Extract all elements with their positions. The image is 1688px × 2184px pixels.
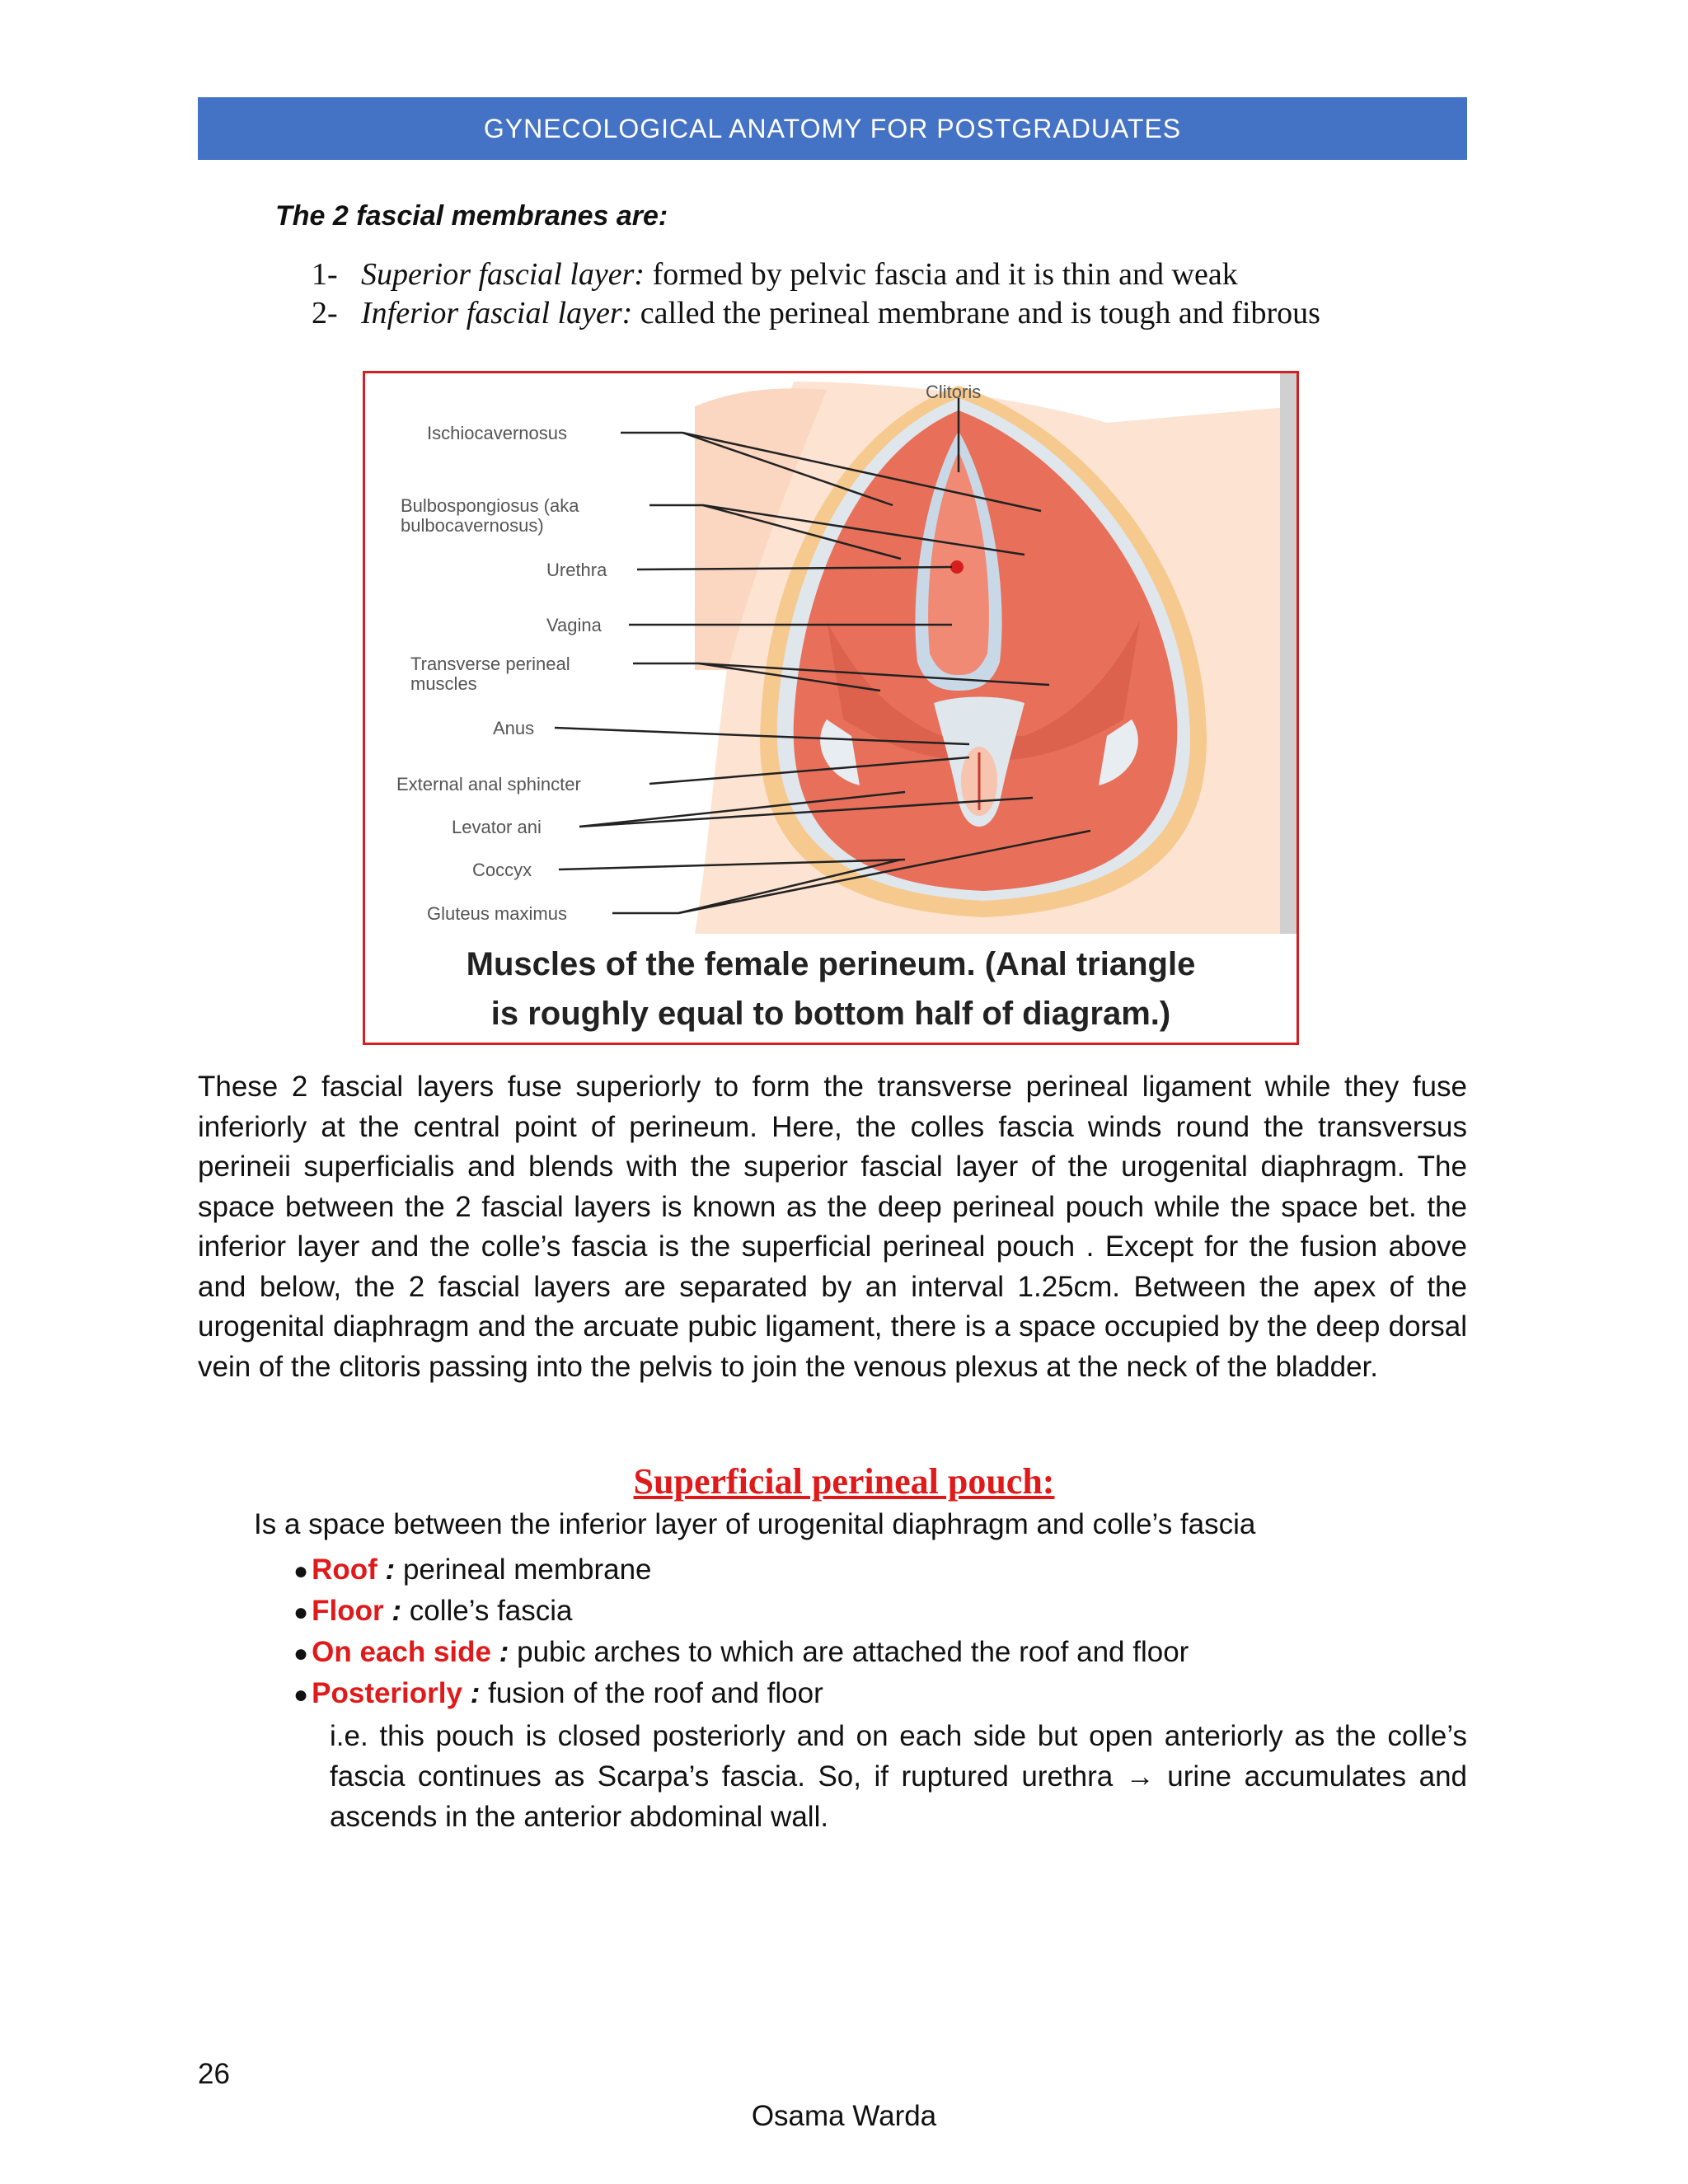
footer-author: Osama Warda — [751, 2100, 937, 2132]
term: Inferior fascial layer: — [361, 296, 633, 330]
section-title: Superficial perineal pouch: — [633, 1461, 1055, 1502]
label-ischiocavernosus: Ischiocavernosus — [427, 423, 567, 443]
bullet-list — [293, 1549, 1189, 1714]
membranes-heading: The 2 fascial membranes are: — [275, 200, 668, 232]
bullet-icon: ● — [293, 1599, 309, 1626]
list-item: 1- Superior fascial layer: formed by pelvic fascia and it is thin and weak — [312, 257, 1238, 292]
label-vagina: Vagina — [546, 615, 602, 635]
perineum-illustration — [365, 373, 1296, 1043]
list-item: ● Roof : perineal membrane — [293, 1554, 652, 1586]
figure-caption-line1: Muscles of the female perineum. (Anal triangle — [466, 946, 1196, 982]
bullet-icon: ● — [293, 1681, 309, 1708]
section-intro: Is a space between the inferior layer of urogenital diaphragm and colle’s fascia — [254, 1508, 1256, 1540]
perineum-figure — [363, 371, 1299, 1045]
label-anus: Anus — [493, 718, 535, 738]
label-transverse-perineal: Transverse perineal — [410, 654, 570, 674]
list-item: ● Floor : colle’s fascia — [293, 1595, 573, 1627]
label-bulbocavernosus: bulbocavernosus) — [401, 515, 544, 536]
running-header — [198, 97, 1467, 160]
note-paragraph: i.e. this pouch is closed posteriorly and on each side but open anteriorly as the colle’s fascia continues as Scarpa’s fascia. So, if ruptured urethra → urine accumulates and ascends in the anterior abdominal wall. — [330, 1720, 1467, 1833]
label-levator-ani: Levator ani — [452, 817, 542, 837]
figure-caption-line2: is roughly equal to bottom half of diagram.) — [490, 996, 1171, 1032]
label-gluteus-maximus: Gluteus maximus — [427, 903, 567, 924]
label-muscles: muscles — [410, 673, 477, 694]
bullet-icon: ● — [293, 1640, 309, 1667]
bullet-icon: ● — [293, 1558, 309, 1585]
label-clitoris: Clitoris — [926, 382, 982, 402]
label-external-anal-sphincter: External anal sphincter — [396, 774, 581, 794]
term: Superior fascial layer: — [361, 257, 645, 292]
list-item: ● On each side : pubic arches to which are attached the roof and floor — [293, 1636, 1189, 1668]
list-item: ● Posteriorly : fusion of the roof and floor — [293, 1677, 823, 1709]
label-coccyx: Coccyx — [472, 860, 532, 880]
list-item: 2- Inferior fascial layer: called the perineal membrane and is tough and fibrous — [312, 296, 1320, 330]
page-number: 26 — [198, 2058, 230, 2090]
body-paragraph: These 2 fascial layers fuse superiorly to form the transverse perineal ligament while they fuse inferiorly at the central point of perineum. Here, the colles fascia winds round the transversus perineii superficialis and blends with the superior fascial layer of the urogenital diaphragm. The space between the 2 fascial layers is known as the deep perineal pouch while the space bet. the inferior layer and the colle’s fascia is the superficial perineal pouch . Except for the fusion above and below, the 2 fascial layers are separated by an interval 1.25cm. Between the apex of the urogenital diaphragm and the arcuate pubic ligament, there is a space occupied by the deep dorsal vein of the clitoris passing into the pelvis to join the venous plexus at the neck of the bladder. — [198, 1071, 1467, 1383]
membranes-list — [312, 255, 1320, 333]
label-urethra: Urethra — [546, 560, 607, 580]
label-bulbospongiosus: Bulbospongiosus (aka — [401, 495, 579, 516]
header-title: GYNECOLOGICAL ANATOMY FOR POSTGRADUATES — [483, 113, 1182, 143]
